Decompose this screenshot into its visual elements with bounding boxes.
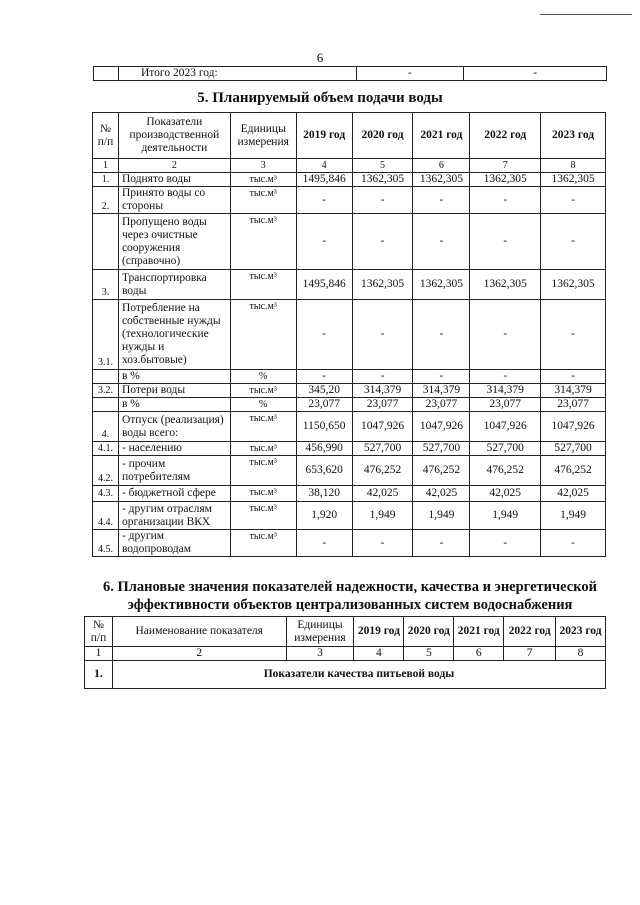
table-row bbox=[93, 300, 606, 370]
row-name: Поднято воды bbox=[118, 173, 230, 187]
table-row bbox=[93, 398, 606, 412]
row-name: - бюджетной сфере bbox=[118, 486, 230, 502]
table-row bbox=[93, 370, 606, 384]
row-unit: тыс.м³ bbox=[230, 486, 296, 502]
row-value-2021: - bbox=[413, 370, 470, 384]
row-num: 4.5. bbox=[93, 530, 119, 557]
row-value-2022: 23,077 bbox=[470, 398, 541, 412]
row-value-2019: 345,20 bbox=[296, 384, 352, 398]
section5-header-row bbox=[93, 113, 606, 159]
row-num: 3. bbox=[93, 270, 119, 300]
row-value-2019: 1495,846 bbox=[296, 270, 352, 300]
row-name: Транспортировка воды bbox=[118, 270, 230, 300]
row-num: 4.1. bbox=[93, 442, 119, 456]
prev-label: Итого 2023 год: bbox=[118, 67, 356, 81]
row-value-2019: 1150,650 bbox=[296, 412, 352, 442]
table-row bbox=[93, 442, 606, 456]
row-value-2023: 1362,305 bbox=[541, 173, 606, 187]
row-value-2023: - bbox=[541, 370, 606, 384]
row-value-2023: 1047,926 bbox=[541, 412, 606, 442]
row-value-2023: 23,077 bbox=[541, 398, 606, 412]
row-value-2020: - bbox=[352, 370, 413, 384]
row-value-2020: 314,379 bbox=[352, 384, 413, 398]
row-unit: тыс.м³ bbox=[230, 187, 296, 214]
row-value-2022: 42,025 bbox=[470, 486, 541, 502]
colnum-cell: 8 bbox=[541, 159, 606, 173]
header-2020: 2020 год bbox=[404, 617, 454, 647]
header-2023: 2023 год bbox=[541, 113, 606, 159]
row-value-2022: - bbox=[470, 530, 541, 557]
row-value-2020: 476,252 bbox=[352, 456, 413, 486]
row-num bbox=[93, 398, 119, 412]
row-value-2022: 476,252 bbox=[470, 456, 541, 486]
row-value-2019: 23,077 bbox=[296, 398, 352, 412]
row-value-2022: - bbox=[470, 187, 541, 214]
colnum-cell: 1 bbox=[93, 159, 119, 173]
table-row bbox=[93, 214, 606, 270]
row-num: 1. bbox=[93, 173, 119, 187]
section6-header-row bbox=[85, 617, 606, 647]
row-name: Отпуск (реализация) воды всего: bbox=[118, 412, 230, 442]
row-value-2023: 1,949 bbox=[541, 502, 606, 530]
row-name: - другим отраслям организации ВКХ bbox=[118, 502, 230, 530]
row-name: в % bbox=[118, 398, 230, 412]
row-name: - населению bbox=[118, 442, 230, 456]
table-row bbox=[93, 530, 606, 557]
section6-row-1 bbox=[85, 661, 606, 689]
header-2020: 2020 год bbox=[352, 113, 413, 159]
section6-table bbox=[84, 616, 606, 689]
row-value-2021: - bbox=[413, 187, 470, 214]
row-value-2019: 456,990 bbox=[296, 442, 352, 456]
section5-body bbox=[93, 173, 606, 557]
prev-empty bbox=[94, 67, 119, 81]
row-unit: тыс.м³ bbox=[230, 214, 296, 270]
row-unit: тыс.м³ bbox=[230, 384, 296, 398]
row-value-2020: 527,700 bbox=[352, 442, 413, 456]
row-value-2020: - bbox=[352, 530, 413, 557]
section5-title: 5. Планируемый объем подачи воды bbox=[197, 90, 443, 106]
row-value-2021: 527,700 bbox=[413, 442, 470, 456]
row-num: 2. bbox=[93, 187, 119, 214]
row-value-2019: - bbox=[296, 214, 352, 270]
row-value-2023: 527,700 bbox=[541, 442, 606, 456]
row-unit: тыс.м³ bbox=[230, 270, 296, 300]
row-value-2019: 38,120 bbox=[296, 486, 352, 502]
row-value-2021: - bbox=[413, 530, 470, 557]
row-value-2021: 1362,305 bbox=[413, 173, 470, 187]
colnum-cell: 1 bbox=[85, 647, 113, 661]
row-value-2023: 1362,305 bbox=[541, 270, 606, 300]
row-name: Принято воды со стороны bbox=[118, 187, 230, 214]
row-value-2019: 1,920 bbox=[296, 502, 352, 530]
row-name: Потребление на собственные нужды (технологические нужды и хоз.бытовые) bbox=[118, 300, 230, 370]
header-2019: 2019 год bbox=[296, 113, 352, 159]
row-unit: тыс.м³ bbox=[230, 300, 296, 370]
row-num: 4.3. bbox=[93, 486, 119, 502]
table-row bbox=[93, 173, 606, 187]
row-value-2020: 23,077 bbox=[352, 398, 413, 412]
row-name: в % bbox=[118, 370, 230, 384]
row-value-2022: - bbox=[470, 214, 541, 270]
colnum-cell: 4 bbox=[354, 647, 404, 661]
colnum-cell: 7 bbox=[470, 159, 541, 173]
row-value-2023: 314,379 bbox=[541, 384, 606, 398]
colnum-cell: 2 bbox=[112, 647, 286, 661]
colnum-cell: 2 bbox=[118, 159, 230, 173]
row-value-2021: 42,025 bbox=[413, 486, 470, 502]
row-name: - другим водопроводам bbox=[118, 530, 230, 557]
colnum-cell: 6 bbox=[413, 159, 470, 173]
row-unit: тыс.м³ bbox=[230, 530, 296, 557]
header-unit: Единицы измерения bbox=[286, 617, 354, 647]
row-value-2021: 1,949 bbox=[413, 502, 470, 530]
row-value-2023: 42,025 bbox=[541, 486, 606, 502]
header-name: Наименование показателя bbox=[112, 617, 286, 647]
header-2021: 2021 год bbox=[413, 113, 470, 159]
row-value-2020: 1362,305 bbox=[352, 270, 413, 300]
row-value-2022: 1,949 bbox=[470, 502, 541, 530]
colnum-cell: 3 bbox=[286, 647, 354, 661]
row-value-2021: - bbox=[413, 300, 470, 370]
colnum-cell: 5 bbox=[404, 647, 454, 661]
section5-table bbox=[92, 112, 606, 557]
top-rule bbox=[540, 14, 632, 15]
prev-table bbox=[93, 66, 607, 81]
table-row bbox=[93, 187, 606, 214]
row-unit: % bbox=[230, 398, 296, 412]
row-value-2021: 1362,305 bbox=[413, 270, 470, 300]
row-value-2023: - bbox=[541, 300, 606, 370]
row-name: Пропущено воды через очистные сооружения (справочно) bbox=[118, 214, 230, 270]
header-num: № п/п bbox=[93, 113, 119, 159]
row-value-2022: 1047,926 bbox=[470, 412, 541, 442]
row-value-2022: 1362,305 bbox=[470, 173, 541, 187]
prev-value-2: - bbox=[464, 67, 607, 81]
row-unit: тыс.м³ bbox=[230, 412, 296, 442]
header-2023: 2023 год bbox=[556, 617, 606, 647]
row-value-2019: - bbox=[296, 370, 352, 384]
colnum-cell: 5 bbox=[352, 159, 413, 173]
row-value-2021: 476,252 bbox=[413, 456, 470, 486]
row-name: - прочим потребителям bbox=[118, 456, 230, 486]
row-num: 3.2. bbox=[93, 384, 119, 398]
row-unit: тыс.м³ bbox=[230, 502, 296, 530]
section6-title: 6. Плановые значения показателей надежности, качества и энергетической эффективности объектов централизованных систем водоснабжения bbox=[103, 579, 597, 613]
header-2022: 2022 год bbox=[504, 617, 556, 647]
header-num: № п/п bbox=[85, 617, 113, 647]
colnum-cell: 7 bbox=[504, 647, 556, 661]
table-row bbox=[93, 486, 606, 502]
header-name: Показатели производственной деятельности bbox=[118, 113, 230, 159]
row-value-2019: - bbox=[296, 530, 352, 557]
row-value-2023: - bbox=[541, 187, 606, 214]
row-value-2022: 314,379 bbox=[470, 384, 541, 398]
header-2021: 2021 год bbox=[454, 617, 504, 647]
table-row bbox=[93, 412, 606, 442]
colnum-cell: 6 bbox=[454, 647, 504, 661]
row-value-2019: 1495,846 bbox=[296, 173, 352, 187]
header-unit: Единицы измерения bbox=[230, 113, 296, 159]
prev-value-1: - bbox=[356, 67, 464, 81]
row-value-2021: 1047,926 bbox=[413, 412, 470, 442]
row-value-2020: - bbox=[352, 300, 413, 370]
row-value-2020: - bbox=[352, 214, 413, 270]
row-num: 4.2. bbox=[93, 456, 119, 486]
row-value-2021: 23,077 bbox=[413, 398, 470, 412]
row-value-2022: 1362,305 bbox=[470, 270, 541, 300]
row-section-title: Показатели качества питьевой воды bbox=[112, 661, 605, 689]
table-row bbox=[93, 502, 606, 530]
page-number: 6 bbox=[316, 50, 324, 65]
row-value-2022: - bbox=[470, 300, 541, 370]
row-value-2019: - bbox=[296, 187, 352, 214]
row-value-2020: - bbox=[352, 187, 413, 214]
table-row bbox=[93, 270, 606, 300]
row-value-2022: - bbox=[470, 370, 541, 384]
row-unit: тыс.м³ bbox=[230, 173, 296, 187]
colnum-cell: 3 bbox=[230, 159, 296, 173]
row-value-2023: 476,252 bbox=[541, 456, 606, 486]
colnum-cell: 4 bbox=[296, 159, 352, 173]
table-row bbox=[93, 456, 606, 486]
row-name: Потери воды bbox=[118, 384, 230, 398]
row-num: 4.4. bbox=[93, 502, 119, 530]
row-unit: тыс.м³ bbox=[230, 456, 296, 486]
row-value-2020: 1,949 bbox=[352, 502, 413, 530]
row-value-2023: - bbox=[541, 530, 606, 557]
row-value-2019: 653,620 bbox=[296, 456, 352, 486]
row-num: 3.1. bbox=[93, 300, 119, 370]
row-value-2022: 527,700 bbox=[470, 442, 541, 456]
row-value-2021: - bbox=[413, 214, 470, 270]
table-row bbox=[93, 384, 606, 398]
row-value-2023: - bbox=[541, 214, 606, 270]
row-unit: тыс.м³ bbox=[230, 442, 296, 456]
row-value-2020: 1362,305 bbox=[352, 173, 413, 187]
header-2019: 2019 год bbox=[354, 617, 404, 647]
row-value-2020: 1047,926 bbox=[352, 412, 413, 442]
row-value-2019: - bbox=[296, 300, 352, 370]
row-value-2020: 42,025 bbox=[352, 486, 413, 502]
header-2022: 2022 год bbox=[470, 113, 541, 159]
row-num bbox=[93, 214, 119, 270]
section6-colnum-row bbox=[85, 647, 606, 661]
row-value-2021: 314,379 bbox=[413, 384, 470, 398]
row-num: 4. bbox=[93, 412, 119, 442]
row-num: 1. bbox=[85, 661, 113, 689]
section5-colnum-row bbox=[93, 159, 606, 173]
colnum-cell: 8 bbox=[556, 647, 606, 661]
row-unit: % bbox=[230, 370, 296, 384]
row-num bbox=[93, 370, 119, 384]
